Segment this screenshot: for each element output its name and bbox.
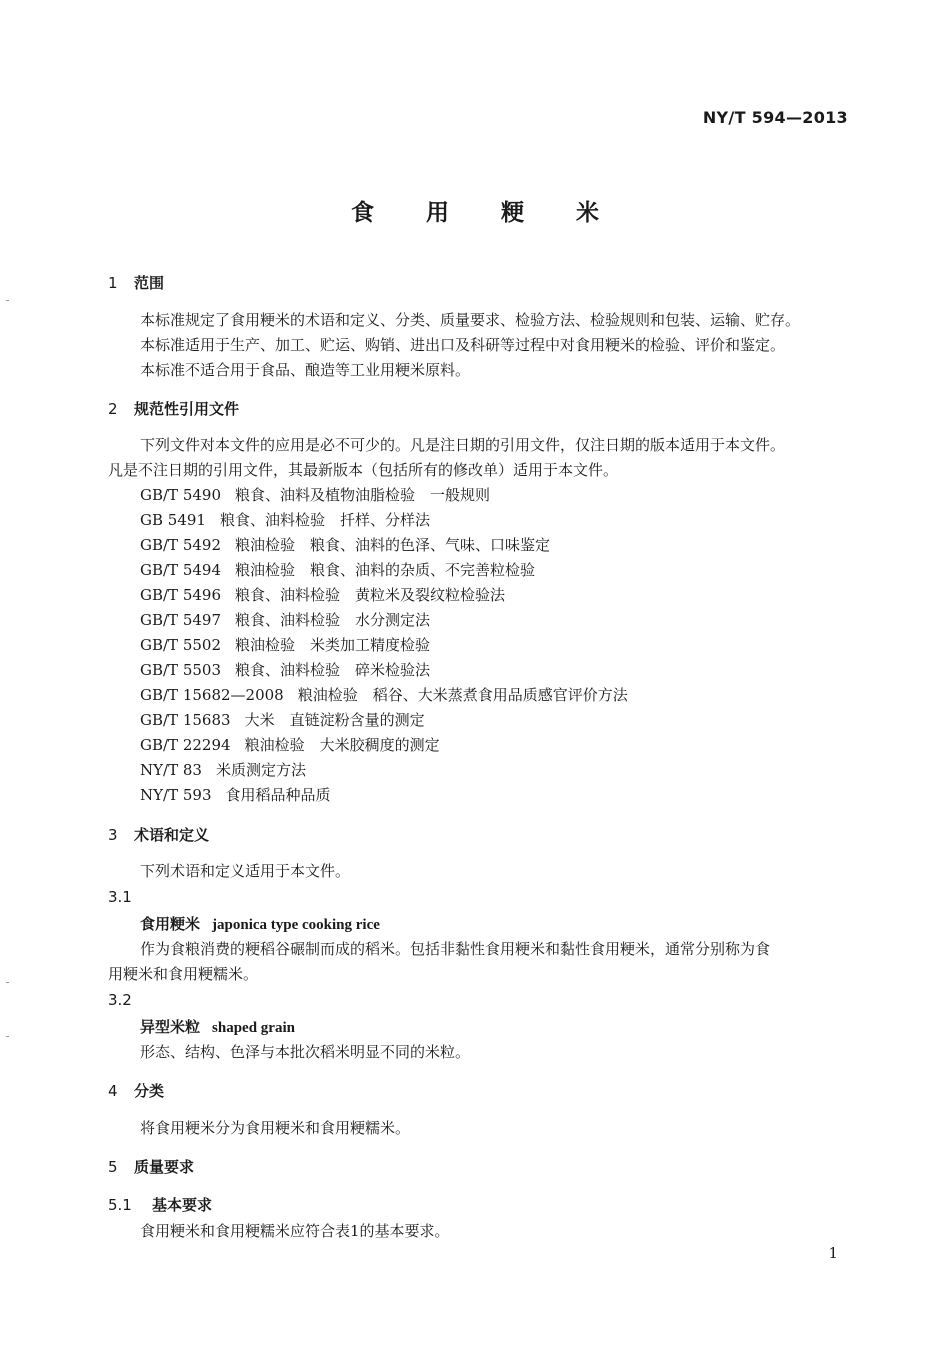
reference-name: 粮油检验 粮食、油料的色泽、气味、口味鉴定 bbox=[235, 536, 551, 554]
section-3-heading bbox=[108, 824, 209, 845]
reference-code: NY/T 593 bbox=[140, 786, 212, 804]
reference-code: GB/T 15682—2008 bbox=[140, 686, 284, 704]
section-title: 术语和定义 bbox=[134, 826, 210, 844]
reference-item bbox=[140, 634, 430, 655]
definition: 形态、结构、色泽与本批次稻米明显不同的米粒。 bbox=[140, 1043, 471, 1061]
section-number: 5 bbox=[108, 1158, 118, 1176]
reference-code: GB/T 5494 bbox=[140, 561, 222, 579]
paragraph: 本标准不适合用于食品、酿造等工业用粳米原料。 bbox=[140, 361, 471, 379]
reference-name: 粮油检验 稻谷、大米蒸煮食用品质感官评价方法 bbox=[297, 686, 628, 704]
section-title: 基本要求 bbox=[152, 1196, 213, 1214]
reference-code: GB/T 22294 bbox=[140, 736, 231, 754]
section-number: 1 bbox=[108, 274, 118, 292]
section-title: 规范性引用文件 bbox=[134, 400, 240, 418]
reference-code: GB/T 5492 bbox=[140, 536, 222, 554]
reference-code: GB 5491 bbox=[140, 511, 206, 529]
reference-name: 粮食、油料检验 扦样、分样法 bbox=[219, 511, 430, 529]
reference-name: 大米 直链淀粉含量的测定 bbox=[244, 711, 425, 729]
reference-name: 米质测定方法 bbox=[215, 761, 306, 779]
paragraph: 本标准适用于生产、加工、贮运、购销、进出口及科研等过程中对食用粳米的检验、评价和鉴定。 bbox=[140, 336, 786, 354]
reference-code: GB/T 15683 bbox=[140, 711, 231, 729]
reference-name: 粮食、油料及植物油脂检验 一般规则 bbox=[235, 486, 491, 504]
reference-item bbox=[140, 609, 430, 630]
section-number: 3 bbox=[108, 826, 118, 844]
paragraph: 下列术语和定义适用于本文件。 bbox=[140, 862, 351, 880]
reference-item bbox=[140, 684, 628, 705]
reference-name: 粮食、油料检验 碎米检验法 bbox=[235, 661, 431, 679]
term-3-2-number: 3.2 bbox=[108, 991, 132, 1009]
reference-name: 粮油检验 粮食、油料的杂质、不完善粒检验 bbox=[235, 561, 536, 579]
section-number: 2 bbox=[108, 400, 118, 418]
reference-item bbox=[140, 659, 430, 680]
term-cn: 异型米粒 bbox=[140, 1018, 201, 1036]
scan-mark bbox=[6, 300, 9, 301]
reference-code: GB/T 5502 bbox=[140, 636, 222, 654]
section-title: 范围 bbox=[134, 274, 165, 292]
reference-name: 粮食、油料检验 水分测定法 bbox=[235, 611, 431, 629]
scan-mark bbox=[6, 982, 9, 983]
paragraph: 下列文件对本文件的应用是必不可少的。凡是注日期的引用文件，仅注日期的版本适用于本文件。 bbox=[140, 436, 786, 454]
paragraph: 本标准规定了食用粳米的术语和定义、分类、质量要求、检验方法、检验规则和包装、运输、贮存。 bbox=[140, 311, 801, 329]
term-en: shaped grain bbox=[212, 1020, 295, 1036]
section-number: 4 bbox=[108, 1082, 118, 1100]
reference-name: 粮油检验 大米胶稠度的测定 bbox=[244, 736, 440, 754]
reference-name: 食用稻品种品质 bbox=[225, 786, 331, 804]
paragraph: 凡是不注日期的引用文件，其最新版本（包括所有的修改单）适用于本文件。 bbox=[108, 461, 619, 479]
reference-name: 粮油检验 米类加工精度检验 bbox=[235, 636, 431, 654]
reference-item bbox=[140, 559, 535, 580]
term-3-1-number: 3.1 bbox=[108, 888, 132, 906]
definition: 用粳米和食用粳糯米。 bbox=[108, 965, 259, 983]
reference-item bbox=[140, 534, 550, 555]
section-4-heading bbox=[108, 1080, 164, 1101]
scan-mark bbox=[6, 1036, 9, 1037]
document-title: 食 用 粳 米 bbox=[350, 200, 622, 226]
reference-item bbox=[140, 709, 425, 730]
reference-code: NY/T 83 bbox=[140, 761, 202, 779]
term-3-2 bbox=[140, 1016, 295, 1037]
standard-code: NY/T 594—2013 bbox=[702, 108, 848, 127]
reference-code: GB/T 5496 bbox=[140, 586, 222, 604]
paragraph: 食用粳米和食用粳糯米应符合表1的基本要求。 bbox=[140, 1222, 450, 1240]
paragraph: 将食用粳米分为食用粳米和食用粳糯米。 bbox=[140, 1119, 411, 1137]
section-number: 5.1 bbox=[108, 1196, 132, 1214]
page-number: 1 bbox=[828, 1244, 838, 1262]
term-en: japonica type cooking rice bbox=[212, 917, 380, 933]
section-5-heading bbox=[108, 1156, 194, 1177]
reference-item bbox=[140, 784, 331, 805]
term-cn: 食用粳米 bbox=[140, 915, 201, 933]
reference-code: GB/T 5497 bbox=[140, 611, 222, 629]
section-title: 分类 bbox=[134, 1082, 165, 1100]
section-5-1-heading bbox=[108, 1194, 212, 1215]
term-3-1 bbox=[140, 913, 380, 934]
reference-name: 粮食、油料检验 黄粒米及裂纹粒检验法 bbox=[235, 586, 506, 604]
reference-item bbox=[140, 584, 505, 605]
reference-code: GB/T 5490 bbox=[140, 486, 222, 504]
reference-item bbox=[140, 759, 306, 780]
reference-code: GB/T 5503 bbox=[140, 661, 222, 679]
reference-item bbox=[140, 509, 430, 530]
definition: 作为食粮消费的粳稻谷碾制而成的稻米。包括非黏性食用粳米和黏性食用粳米，通常分别称为食 bbox=[140, 940, 771, 958]
section-2-heading bbox=[108, 398, 239, 419]
section-1-heading bbox=[108, 272, 164, 293]
section-title: 质量要求 bbox=[134, 1158, 195, 1176]
reference-item bbox=[140, 484, 490, 505]
reference-item bbox=[140, 734, 440, 755]
